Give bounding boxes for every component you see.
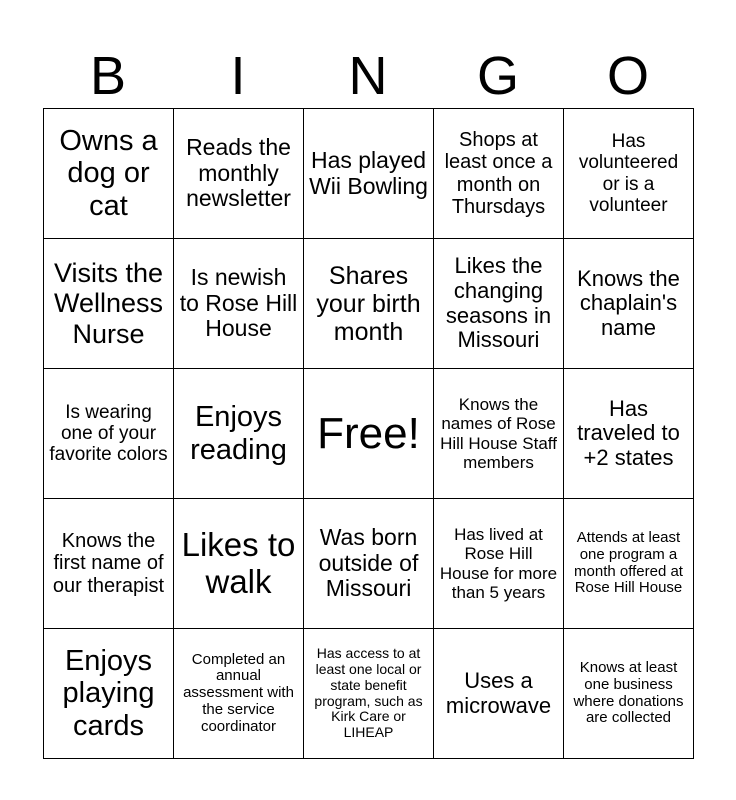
free-space: Free! — [304, 369, 434, 499]
bingo-board — [43, 108, 694, 759]
bingo-cell: Has access to at least one local or state benefit program, such as Kirk Care or LIHEAP — [304, 629, 434, 759]
bingo-cell: Was born outside of Missouri — [304, 499, 434, 629]
bingo-cell: Knows the first name of our therapist — [44, 499, 174, 629]
bingo-cell: Knows at least one business where donations are collected — [564, 629, 694, 759]
bingo-cell: Knows the names of Rose Hill House Staff members — [434, 369, 564, 499]
bingo-cell: Has traveled to +2 states — [564, 369, 694, 499]
bingo-cell: Uses a microwave — [434, 629, 564, 759]
header-letter-n: N — [348, 46, 388, 106]
board-row — [44, 239, 694, 369]
bingo-cell: Shops at least once a month on Thursdays — [434, 109, 564, 239]
bingo-cell: Enjoys playing cards — [44, 629, 174, 759]
bingo-cell: Has volunteered or is a volunteer — [564, 109, 694, 239]
board-row — [44, 109, 694, 239]
bingo-cell: Likes to walk — [174, 499, 304, 629]
bingo-cell: Attends at least one program a month offered at Rose Hill House — [564, 499, 694, 629]
bingo-cell: Reads the monthly newsletter — [174, 109, 304, 239]
bingo-cell: Likes the changing seasons in Missouri — [434, 239, 564, 369]
bingo-cell: Visits the Wellness Nurse — [44, 239, 174, 369]
board-row — [44, 499, 694, 629]
bingo-cell: Has lived at Rose Hill House for more than 5 years — [434, 499, 564, 629]
bingo-cell: Is wearing one of your favorite colors — [44, 369, 174, 499]
board-row — [44, 369, 694, 499]
bingo-cell: Is newish to Rose Hill House — [174, 239, 304, 369]
bingo-header — [43, 44, 693, 108]
bingo-cell: Completed an annual assessment with the service coordinator — [174, 629, 304, 759]
header-letter-g: G — [476, 46, 519, 106]
bingo-cell: Has played Wii Bowling — [304, 109, 434, 239]
header-letter-b: B — [89, 46, 127, 106]
bingo-cell: Knows the chaplain's name — [564, 239, 694, 369]
bingo-cell: Owns a dog or cat — [44, 109, 174, 239]
header-letter-o: O — [606, 46, 649, 106]
bingo-cell: Shares your birth month — [304, 239, 434, 369]
board-row — [44, 629, 694, 759]
bingo-cell: Enjoys reading — [174, 369, 304, 499]
header-letter-i: I — [230, 46, 246, 106]
